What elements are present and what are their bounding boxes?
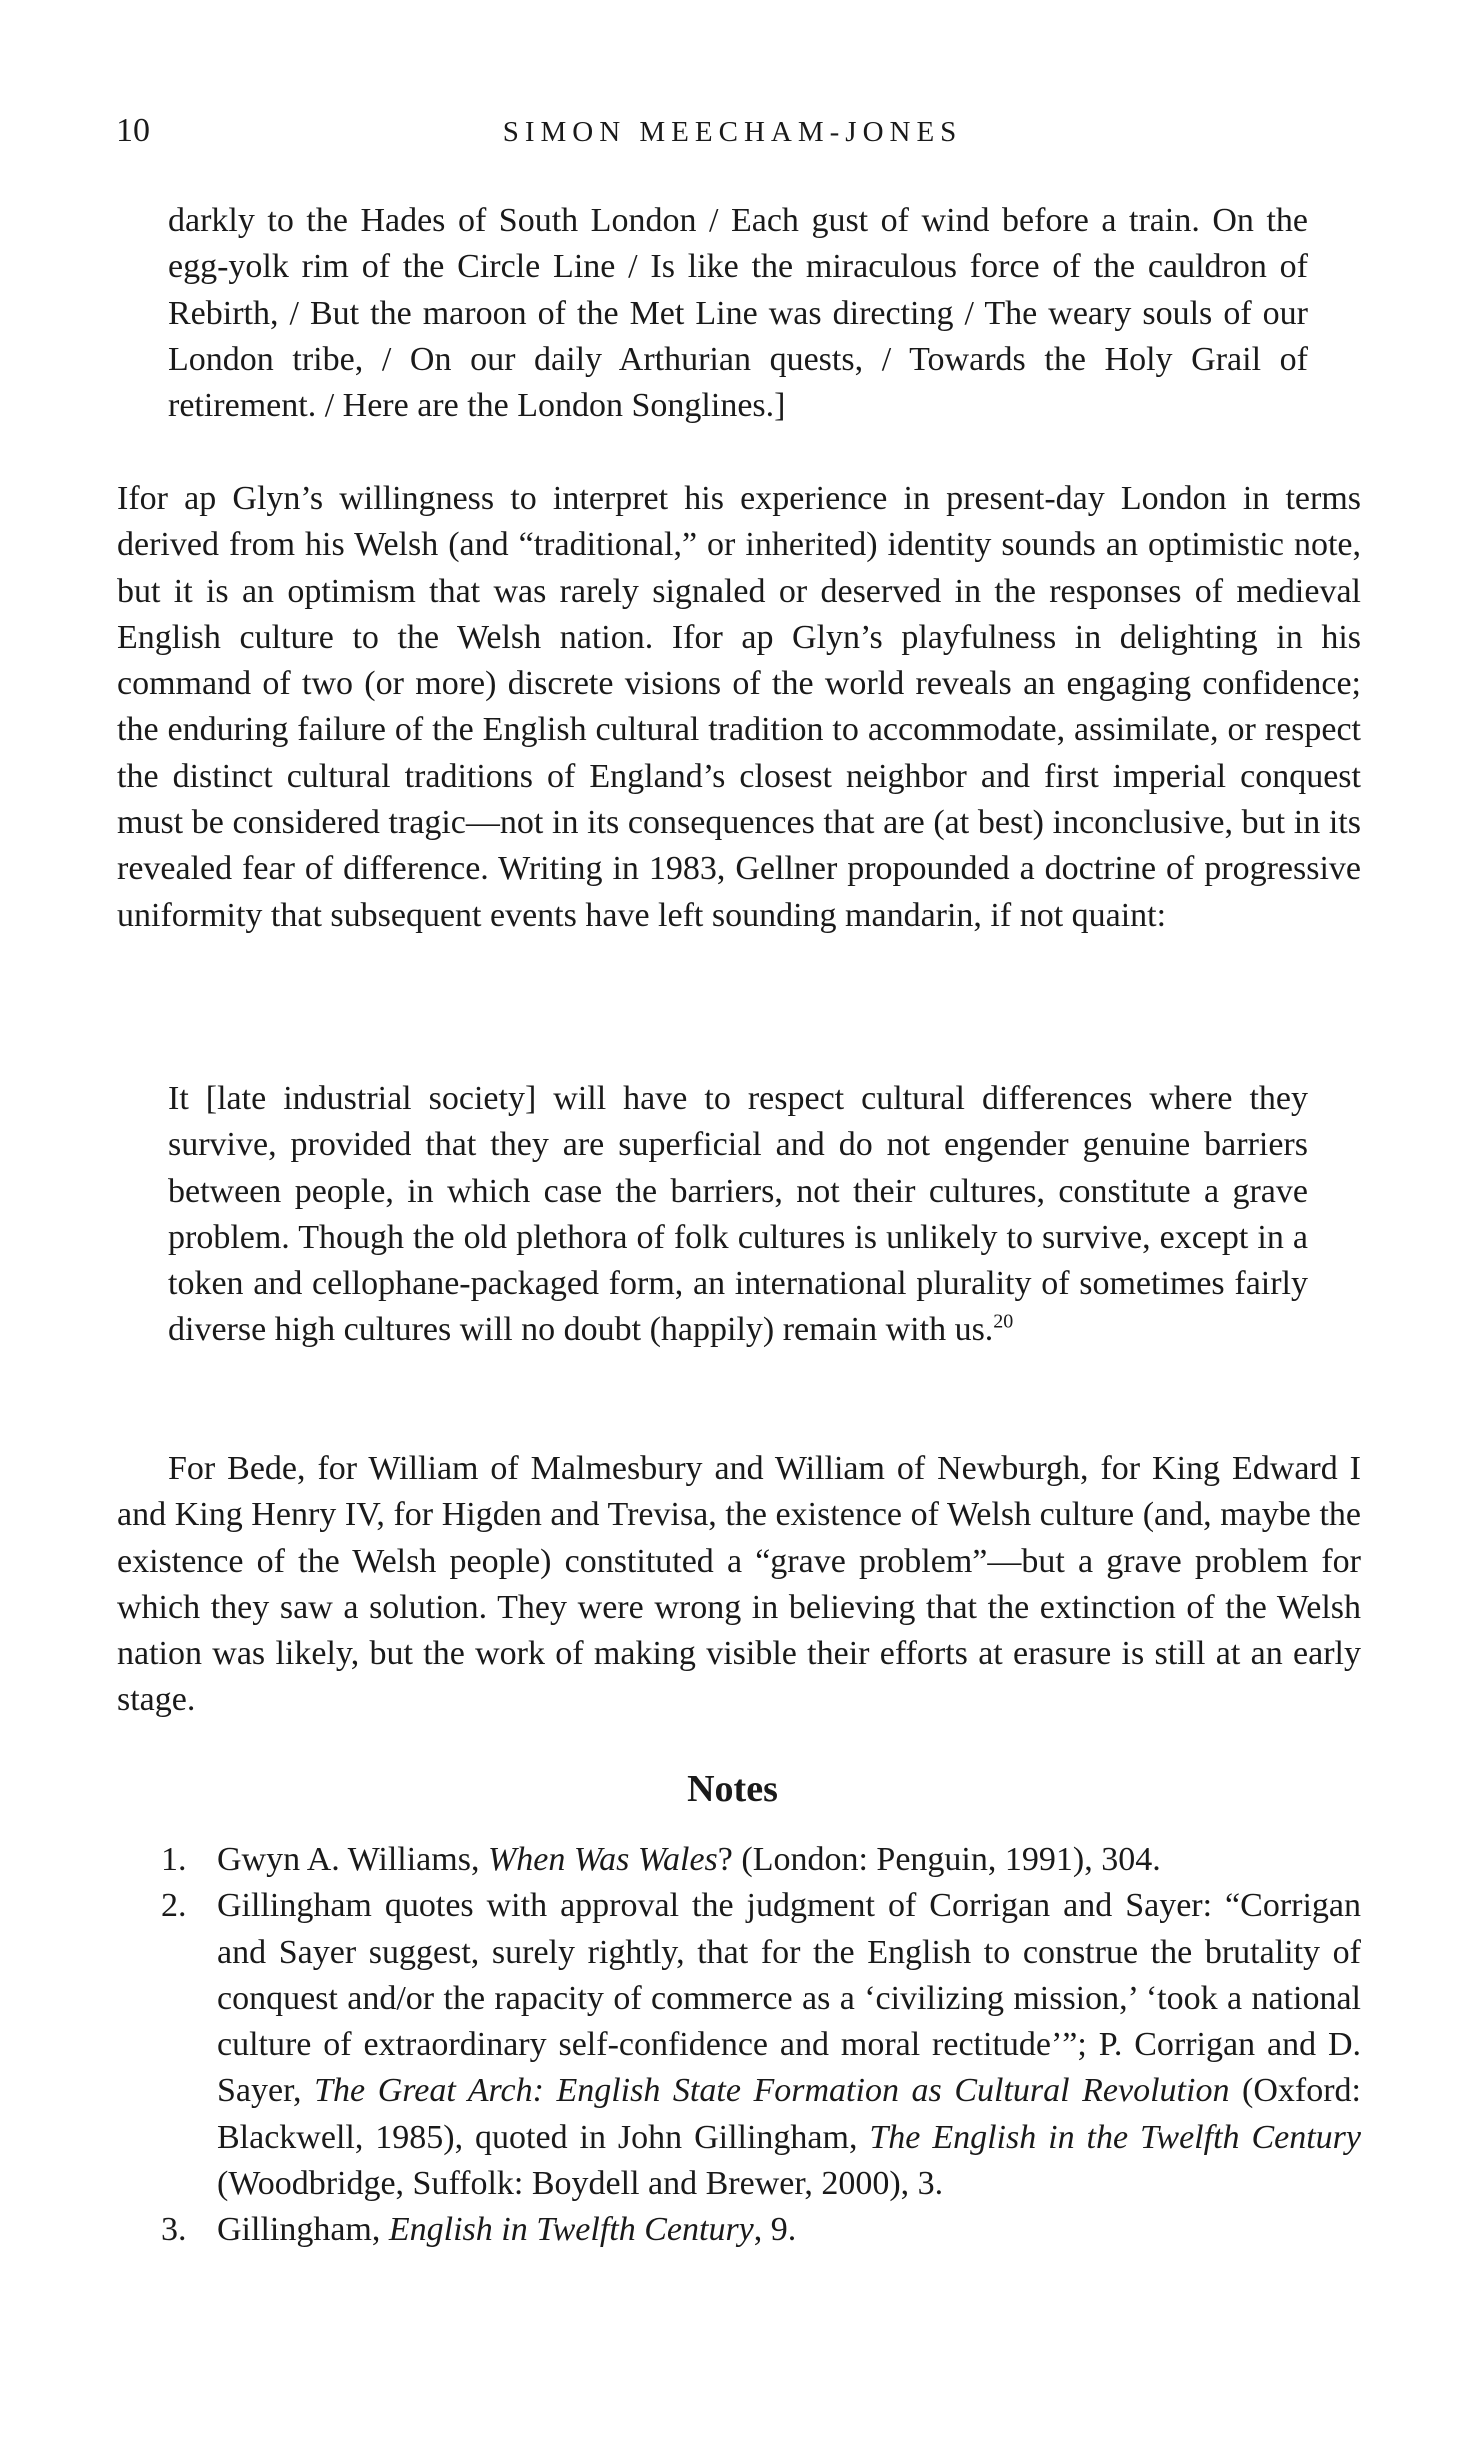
note-number: 1. — [161, 1841, 187, 1878]
running-head — [0, 112, 1465, 162]
note-item — [117, 2207, 1361, 2253]
notes-list — [117, 1837, 1361, 2254]
note-text: , 9. — [753, 2211, 797, 2249]
note-number: 2. — [161, 1887, 187, 1925]
block-quote-poem-translation: darkly to the Hades of South London / Each gust of wind before a train. On the egg-yolk rim of the Circle Line / Is like the miraculous force of the cauldron of Rebirth, / But the maroon of the Met Line was directing / The weary souls of our London tribe, / On our daily Arthurian quests, / Towards the Holy Grail of retirement. / Here are the London Songlines.] — [168, 202, 1308, 425]
note-item — [117, 1883, 1361, 2207]
note-title: When Was Wales — [487, 1841, 718, 1878]
note-number: 3. — [161, 2211, 187, 2249]
block-quote-text: It [late industrial society] will have to respect cultural differences where they survive, provided that they are superficial and do not engender genuine barriers between people, in which case the barriers, not their cultures, constitute a grave problem. Though the old plethora of folk cultures is unlikely to survive, except in a token and cellophane-packaged form, an international plurality of sometimes fairly diverse high cultures will no doubt (happily) remain with us. — [168, 1080, 1308, 1349]
note-text: ? (London: Penguin, 1991), 304. — [717, 1841, 1161, 1878]
note-text: (Woodbridge, Suffolk: Boydell and Brewer, 2000), 3. — [217, 2165, 944, 2203]
note-text: Gwyn A. Williams, — [217, 1841, 488, 1878]
note-text: Gillingham, — [217, 2211, 389, 2249]
page-number: 10 — [116, 112, 150, 149]
note-text: (Oxford: Blackwell, 1985), quoted in John Gillingham, — [217, 2072, 1361, 2156]
body-paragraph: Ifor ap Glyn’s willingness to interpret his experience in present-day London in terms derived from his Welsh (and “traditional,” or inherited) identity sounds an optimistic note, but it is an optimism that was rarely signaled or deserved in the responses of medieval English culture to the Welsh nation. Ifor ap Glyn’s playfulness in delighting in his command of two (or more) discrete visions of the world reveals an engaging confidence; the enduring failure of the English cultural tradition to accommodate, assimilate, or respect the distinct cultural traditions of England’s closest neighbor and first imperial conquest must be considered tragic—not in its consequences that are (at best) inconclusive, but in its revealed fear of difference. Writing in 1983, Gellner propounded a doctrine of progressive uniformity that subsequent events have left sounding mandarin, if not quaint: — [117, 480, 1361, 934]
note-title: The English in the Twelfth Century — [869, 2118, 1361, 2156]
block-quote-gellner — [168, 1076, 1308, 1354]
footnote-reference: 20 — [993, 1311, 1014, 1334]
note-title: The Great Arch: English State Formation as Cultural Revolution — [314, 2072, 1230, 2110]
note-item — [117, 1837, 1361, 1883]
note-text: Gillingham quotes with approval the judgment of Corrigan and Sayer: “Corrigan and Sayer suggest, surely rightly, that for the English to construe the brutality of conquest and/or the rapacity of commerce as a ‘civilizing mission,’ ‘took a national culture of extraordinary self-confidence and moral rectitude’”; P. Corrigan and D. Sayer, — [217, 1887, 1361, 2110]
notes-heading: Notes — [687, 1768, 778, 1810]
running-title: SIMON MEECHAM-JONES — [502, 116, 963, 148]
note-title: English in Twelfth Century — [388, 2211, 754, 2249]
body-paragraph: For Bede, for William of Malmesbury and William of Newburgh, for King Edward I and King Henry IV, for Higden and Trevisa, the existence of Welsh culture (and, maybe the existence of the Welsh people) constituted a “grave problem”—but a grave problem for which they saw a solution. They were wrong in believing that the extinction of the Welsh nation was likely, but the work of making visible their efforts at erasure is still at an early stage. — [117, 1450, 1361, 1719]
